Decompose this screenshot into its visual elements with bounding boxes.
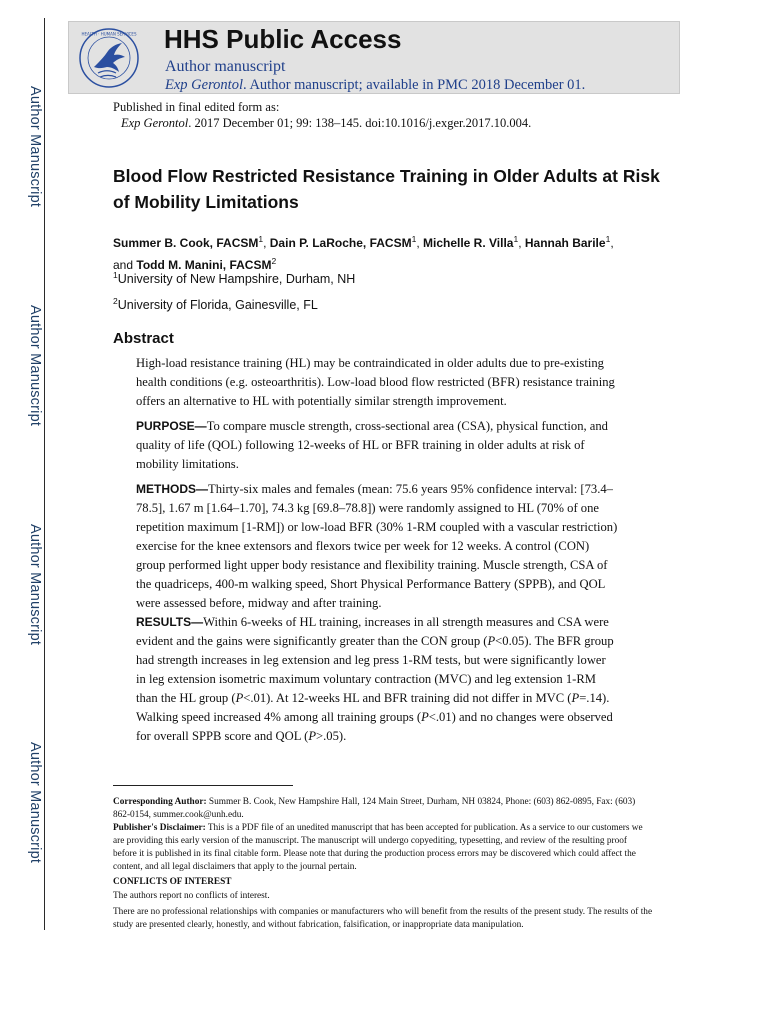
manuscript-type: Author manuscript bbox=[165, 58, 286, 75]
author-name: Michelle R. Villa bbox=[422, 236, 514, 250]
author-list: Summer B. Cook, FACSM$^1$, Dain P. LaRoche, FACSM$^1$, Michelle R. Villa$^1$, Hannah Barile$^1$, and Todd M. Manini, FACSM$^2$ bbox=[113, 234, 614, 272]
author-name: Todd M. Manini, FACSM bbox=[136, 258, 272, 272]
availability-text: . Author manuscript; available in PMC 2018 December 01. bbox=[243, 77, 586, 93]
citation-journal: Exp Gerontol bbox=[121, 116, 189, 130]
sidebar-label-1: Author Manuscript bbox=[27, 86, 43, 208]
journal-name: Exp Gerontol bbox=[165, 77, 243, 93]
journal-availability bbox=[165, 77, 585, 94]
author-sup: 1 bbox=[605, 234, 611, 244]
corresponding-author bbox=[113, 796, 653, 822]
abstract-purpose bbox=[136, 417, 618, 474]
footnote-rule bbox=[113, 785, 293, 786]
author-sup: 1 bbox=[411, 234, 417, 244]
hhs-title: HHS Public Access bbox=[164, 24, 402, 54]
conflicts-text-2: There are no professional relationships with companies or manufacturers who will benefit from the results of the present study. The results of the study are presented clearly, honestly, and without fabrication, falsification, or inappropriate data manipulation. bbox=[113, 907, 653, 930]
methods-label: METHODS— bbox=[136, 482, 208, 496]
affiliation-1: $^1$University of New Hampshire, Durham, NH bbox=[113, 270, 356, 287]
abstract-intro: High-load resistance training (HL) may be contraindicated in older adults due to pre-existing health conditions (e.g. osteoarthritis). Low-load blood flow restricted (BFR) resistance training offers an alternative to HL with potentially similar strength improvement. bbox=[136, 356, 615, 408]
abstract-results: RESULTS—Within 6-weeks of HL training, increases in all strength measures and CSA were evident and the gains were significantly greater than the CON group (P<0.05). The BFR group had strength increases in leg extension and leg press 1-RM tests, but were significantly lower in leg extension isometric maximum voluntary contraction (MVC) and leg extension 1-RM than the HL group (P<.01). At 12-weeks HL and BFR training did not differ in MVC (P=.14). Walking speed increased 4% among all training groups (P<.01) and no changes were observed for overall SPPB score and QOL (P>.05). bbox=[136, 615, 614, 743]
disclaimer-text: This is a PDF file of an unedited manuscript that has been accepted for publication. As a service to our customers we are providing this early version of the manuscript. The manuscript will undergo copyediting, typesetting, and review of the resulting proof before it is published in its final citable form. Please note that during the production process errors may be discovered which could affect the content, and all legal disclaimers that apply to the journal pertain. bbox=[113, 823, 643, 872]
publisher-disclaimer bbox=[113, 822, 653, 874]
citation bbox=[121, 116, 531, 131]
purpose-label: PURPOSE— bbox=[136, 419, 207, 433]
sidebar-label-4: Author Manuscript bbox=[27, 742, 43, 864]
conflicts-text-1: The authors report no conflicts of interest. bbox=[113, 891, 270, 901]
conflicts-heading: CONFLICTS OF INTEREST bbox=[113, 877, 232, 887]
author-sup: 2 bbox=[271, 256, 277, 266]
sidebar-divider bbox=[44, 18, 45, 930]
corresponding-label: Corresponding Author: bbox=[113, 797, 207, 807]
disclaimer-label: Publisher's Disclaimer: bbox=[113, 823, 206, 833]
author-sup: 1 bbox=[258, 234, 264, 244]
methods-text: Thirty-six males and females (mean: 75.6 years 95% confidence interval: [73.4–78.5], 1.67 m [1.64–1.70], 74.3 kg [69.8–78.8]) were randomly assigned to HL (70% of one repetition maximum [1-RM]) or low-load BFR (30% 1-RM coupled with a vascular restriction) exercise for the knee extensors and flexors twice per week for 12 weeks. A control (CON) group performed light upper body resistance and flexibility training. Muscle strength, CSA of the quadriceps, 400-m walking speed, Short Physical Performance Battery (SPPB), and QOL were assessed before, midway and after training. bbox=[136, 482, 618, 610]
abstract-heading: Abstract bbox=[113, 330, 174, 347]
affiliation-2: $^2$University of Florida, Gainesville, FL bbox=[113, 296, 318, 313]
author-sup: 1 bbox=[513, 234, 519, 244]
sidebar-label-3: Author Manuscript bbox=[27, 524, 43, 646]
published-label: Published in final edited form as: bbox=[113, 100, 280, 114]
article-title: Blood Flow Restricted Resistance Training in Older Adults at Risk of Mobility Limitations bbox=[113, 166, 660, 212]
authors-joiner: and bbox=[113, 258, 134, 272]
hhs-seal-icon bbox=[78, 27, 140, 89]
hhs-header bbox=[68, 21, 680, 94]
results-label: RESULTS— bbox=[136, 615, 204, 629]
author-name: Hannah Barile bbox=[524, 236, 606, 250]
citation-details: . 2017 December 01; 99: 138–145. doi:10.1016/j.exger.2017.10.004. bbox=[188, 116, 532, 130]
author-name: Summer B. Cook, FACSM bbox=[113, 236, 259, 250]
purpose-text: To compare muscle strength, cross-sectional area (CSA), physical function, and quality of life (QOL) following 12-weeks of HL or BFR training in older adults at risk of mobility limitations. bbox=[136, 419, 608, 471]
author-name: Dain P. LaRoche, FACSM bbox=[269, 236, 412, 250]
abstract-methods bbox=[136, 480, 618, 613]
sidebar-label-2: Author Manuscript bbox=[27, 305, 43, 427]
corresponding-text: Summer B. Cook, New Hampshire Hall, 124 Main Street, Durham, NH 03824, Phone: (603) 862-0895, Fax: (603) 862-0154, summer.cook@unh.edu. bbox=[113, 797, 636, 820]
svg-text:HEALTH · HUMAN SERVICES: HEALTH · HUMAN SERVICES bbox=[81, 31, 137, 37]
